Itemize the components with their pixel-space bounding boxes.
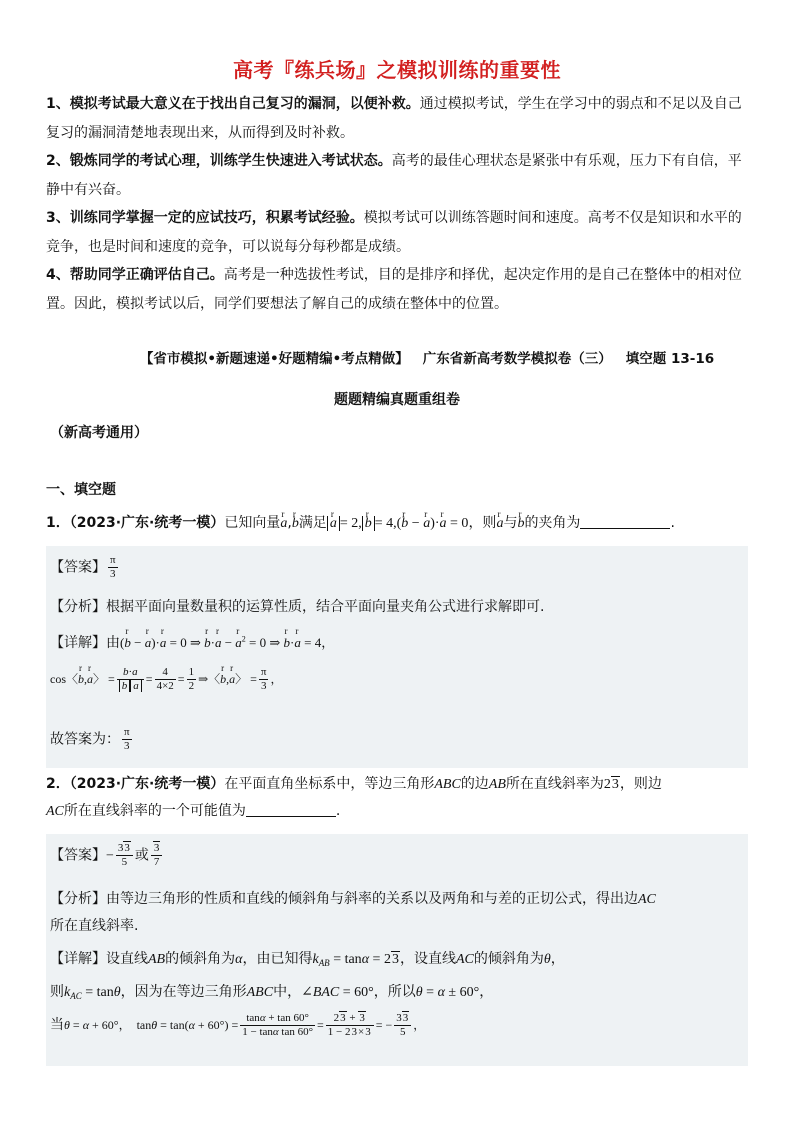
- question-text: 已知向量: [224, 515, 281, 531]
- analysis-row: 【分析】由等边三角形的性质和直线的倾斜角与斜率的关系以及两角和与差的正切公式，得出边AC 所在直线斜率.: [50, 891, 656, 934]
- intro-item: [46, 204, 750, 261]
- paper-name: 广东省新高考数学模拟卷（三）: [422, 351, 612, 367]
- paper-scope: （新高考通用）: [50, 425, 148, 441]
- analysis-row: [50, 596, 544, 616]
- section-heading: 一、填空题: [46, 482, 116, 498]
- detail-row: 则$k_{AC} = \tan\theta$，因为在等边三角形ABC中，∠BAC = 60°，所以θ = α ± 60°，: [50, 984, 494, 1001]
- cos-formula-row: cos〈r b,r a〉 = $\frac{b\cdot a}{\text{b a}}$ = $\frac{4}{4\times 2}$ = $\frac{1}{2}$ ⇒〈r b,r a〉 = $\frac{\pi}{3}$ ，: [50, 666, 282, 693]
- question-2: 2．（2023·广东·统考一模）在平面直角坐标系中，等边三角形ABC的边AB所在直线斜率为23，则边 AC所在直线斜率的一个可能值为 .: [46, 776, 662, 819]
- paper-header: [0, 347, 794, 367]
- question-1: 1．（2023·广东·统考一模）已知向量r a,r b满足r a = 2,r b = 4,(r b − r a)·r a = 0，则r a与r b的夹角为 .: [46, 510, 754, 537]
- analysis-text: 由等边三角形的性质和直线的倾斜角与斜率的关系以及两角和与差的正切公式，得出边: [106, 891, 638, 907]
- intro-item-heading: 3、训练同学掌握一定的应试技巧，积累考试经验。: [46, 210, 364, 226]
- detail-row: 【详解】由(r b − r a)·r a = 0 ⇒ r b·r a − r $a^2 = 0$ ⇒ r b·r a = 4，: [50, 632, 334, 652]
- intro-list: [46, 90, 750, 318]
- question-text: ，则边: [619, 776, 662, 792]
- question-text: 在平面直角坐标系中，等边三角形: [224, 776, 435, 792]
- question-number: 2．: [46, 776, 70, 792]
- answer-blank[interactable]: [580, 514, 670, 529]
- detail-label: 【详解】: [50, 635, 106, 651]
- detail-label: 【详解】: [50, 951, 106, 967]
- answer-row: 【答案】− $\frac{33}{5}$ 或 $\frac{3}{7}$: [50, 842, 164, 869]
- question-number: 1．: [46, 515, 70, 531]
- page-title: 高考『练兵场』之模拟训练的重要性: [233, 58, 561, 82]
- answer-or: 或: [134, 847, 149, 864]
- question-range: 填空题 13-16: [625, 351, 715, 367]
- detail-text: ，因为在等边三角形: [120, 984, 247, 1000]
- solution-box-1: [46, 546, 748, 768]
- analysis-text: 根据平面向量数量积的运算性质，结合平面向量夹角公式进行求解即可.: [106, 599, 545, 615]
- detail-text: ，所以: [373, 984, 416, 1000]
- paper-subtitle: 题题精编真题重组卷: [334, 392, 460, 408]
- intro-item-text: 模拟考试可以训练答题时间和速度。高考不仅是知识和水平的竞争，也是时间和速度的竞争，可以说每分每秒都是成绩。: [46, 210, 742, 255]
- detail-text: 由: [106, 635, 120, 651]
- question-source: （2023·广东·统考一模）: [69, 515, 225, 531]
- intro-item-heading: 2、锻炼同学的考试心理，训练学生快速进入考试状态。: [46, 153, 392, 169]
- intro-item: [46, 90, 750, 147]
- answer-label: 【答案】: [50, 559, 106, 576]
- intro-item-heading: 1、模拟考试最大意义在于找出自己复习的漏洞，以便补救。: [46, 96, 420, 112]
- question-text: .: [335, 803, 341, 819]
- detail-text: 中，: [273, 984, 302, 1000]
- question-source: （2023·广东·统考一模）: [69, 776, 225, 792]
- question-text: ，则: [468, 515, 497, 531]
- intro-item-text: 高考是一种选拔性考试，目的是排序和择优，起决定作用的是自己在整体中的相对位置。因此，模拟考试以后，同学们要想法了解自己的成绩在整体中的位置。: [46, 267, 742, 312]
- tan-formula-row: 当θ = α + 60°， tanθ = tan(α + 60°) = $\frac{\tan\alpha + \tan 60^\circ}{\text{1 − tanα tan 60°}}$ = $\frac{23 + 3}{1 - 23\times 3}$ = − $\frac{33}{5}$ ，: [50, 1012, 426, 1038]
- analysis-label: 【分析】: [50, 891, 106, 907]
- intro-item-text: 高考的最佳心理状态是紧张中有乐观，压力下有自信，平静中有兴奋。: [46, 153, 742, 198]
- detail-text: 的倾斜角为: [165, 951, 236, 967]
- answer-blank[interactable]: [246, 802, 336, 817]
- intro-item: [46, 147, 750, 204]
- conclusion-row: 故答案为： $\frac{\pi}{3}$: [50, 726, 130, 752]
- intro-item-heading: 4、帮助同学正确评估自己。: [46, 267, 224, 283]
- detail-text: ，由已知得: [242, 951, 313, 967]
- question-text: .: [670, 515, 675, 531]
- question-text: 与: [503, 515, 518, 531]
- solution-box-2: [46, 834, 748, 1066]
- detail-text: 则: [50, 984, 64, 1000]
- detail-text: 当: [50, 1017, 64, 1033]
- detail-text: 的倾斜角为: [473, 951, 544, 967]
- answer-row: 【答案】 $\frac{\pi}{3}$: [50, 554, 116, 580]
- analysis-label: 【分析】: [50, 599, 106, 615]
- analysis-text: 所在直线斜率.: [50, 918, 139, 934]
- detail-text: ，设直线: [399, 951, 456, 967]
- conclusion-label: 故答案为：: [50, 731, 120, 748]
- question-text: 满足: [298, 515, 327, 531]
- question-text: 的夹角为: [524, 515, 581, 531]
- series-label: 【省市模拟•新题速递•好题精编•考点精做】: [139, 351, 409, 367]
- answer-label: 【答案】: [50, 847, 106, 864]
- question-text: 所在直线斜率为: [505, 776, 604, 792]
- intro-item: [46, 261, 750, 318]
- detail-row: 【详解】设直线AB的倾斜角为α，由已知得$k_{AB} = \tan\alpha = 23$，设直线AC的倾斜角为θ，: [50, 951, 565, 968]
- intro-item-text: 通过模拟考试，学生在学习中的弱点和不足以及自己复习的漏洞清楚地表现出来，从而得到及时补救。: [46, 96, 742, 141]
- question-text: 所在直线斜率的一个可能值为: [63, 803, 246, 819]
- detail-text: 设直线: [106, 951, 148, 967]
- question-text: 的边: [460, 776, 489, 792]
